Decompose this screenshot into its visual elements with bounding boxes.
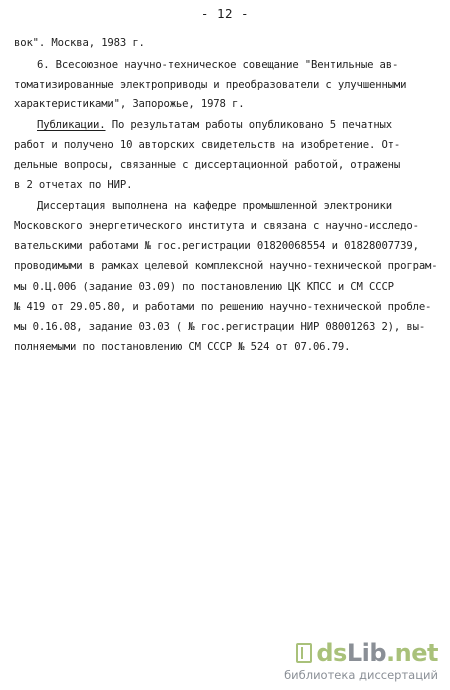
text-line: № 419 от 29.05.80, и работами по решению научно-технической пробле- — [14, 301, 432, 313]
text-line: мы 0.16.08, задание 03.03 ( № гос.регистрации НИР 08001263 2), вы- — [14, 321, 426, 333]
text-line: проводимыми в рамках целевой комплексной научно-технической програм- — [14, 260, 438, 272]
text-line: в 2 отчетах по НИР. — [14, 179, 133, 191]
text-line: дельные вопросы, связанные с диссертационной работой, отражены — [14, 159, 401, 171]
page-number: - 12 - — [200, 6, 250, 21]
text-line: вательскими работами № гос.регистрации 01820068554 и 01828007739, — [14, 240, 419, 252]
text-line: вок". Москва, 1983 г. — [14, 37, 145, 49]
text-line: Диссертация выполнена на кафедре промышленной электроники — [37, 200, 392, 212]
publications-heading: Публикации. — [37, 119, 106, 131]
text-line: мы 0.Ц.006 (задание 03.09) по постановлению ЦК КПСС и СМ СССР — [14, 281, 394, 293]
book-icon — [296, 643, 312, 663]
dslib-watermark — [284, 639, 438, 682]
text-line: полняемыми по постановлению СМ СССР № 524 от 07.06.79. — [14, 341, 351, 353]
text-line: работ и получено 10 авторских свидетельств на изобретение. От- — [14, 139, 401, 151]
dslib-logo: dsLib.net — [316, 639, 438, 667]
watermark-subtitle: библиотека диссертаций — [284, 668, 438, 682]
text-line: характеристиками", Запорожье, 1978 г. — [14, 98, 245, 110]
text-line: 6. Всесоюзное научно-техническое совещание "Вентильные ав- — [37, 59, 399, 71]
text-line: По результатам работы опубликовано 5 печатных — [111, 119, 393, 131]
publications-line — [37, 120, 392, 131]
text-line: Московского энергетического института и связана с научно-исследо- — [14, 220, 419, 232]
text-line: томатизированные электроприводы и преобразователи с улучшенными — [14, 79, 407, 91]
